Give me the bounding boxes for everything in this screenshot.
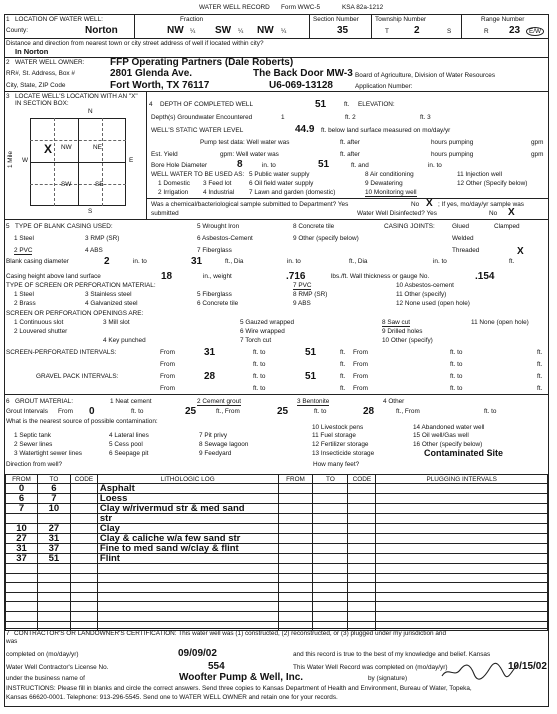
screen-pvc-selected: 7 PVC [293,282,312,289]
log-code [70,494,97,504]
plug-code [348,484,376,494]
log-code [70,592,97,602]
water-well-record-form: WATER WELL RECORD Form WWC-5 KSA 82a-1212 1 LOCATION OF WATER WELL: County: Norton Fraction NW ¼ SW ¼ NW ¼ Section Number 35 Township Number T 2 S Range Number R 23 E/W Distance and direction from nearest town or city street address of well if located within city? In Norton 2 WATER WELL OWNER: FFP Operating Partners (Dale Roberts) RR#, St. Address, Box # 2801 Glenda Ave. The Back Door MW-3 City, State, ZIP Code Fort Worth, TX 76117 U6-069-13128 Board of Agriculture, Division of Water Resources Application Number: 3 LOCATE WELL'S LOCATION WITH AN "X" IN SECTION BOX: N S W E 1 Mile NW NE SW SE X 4 DEPTH OF COMPLETED WELL 51 ft. ELEVATION: Depth(s) Groundwater Encountered 1 ft. 2 ft. 3 WELL'S STATIC WATER LEVEL 44.9 ft. below land surface measured on mo/day/yr Pump test data: Well water was ft. after hours pumping gpm Est. Yield gpm: Well water was ft. after hours pumping gpm Bore Hole Diameter 8 in. to 51 ft. and in. to WELL WATER TO BE USED AS: 5 Public water supply 8 Air conditioning 11 Injection well 1 Domestic 3 Feed lot 6 Oil field water supply 9 Dewatering 12 Other (Specify below) 2 Irrigation 4 Industrial 7 Lawn and garden (domestic) 10 Monitoring well Was a chemical/bacteriological sample submitted to Department? Yes No X ; If yes, mo/day/yr sample was submitted Water Well Disinfected? Yes No X 5 TYPE OF BLANK CASING USED: 5 Wrought Iron 8 Concrete tile CASING JOINTS: Glued Clamped 1 Steel 3 RMP (SR) 6 Asbestos-Cement 9 Other (specify below) Welded 2 PVC 4 ABS 7 Fiberglass Threaded X Blank casing diameter 2 in. to 31 ft., Dia in. to ft., Dia in. to ft. Casing height above land surface 18 in., weight .716 lbs./ft. Wall thickness or gauge No. .154 TYPE OF SCREEN OR PERFORATION MATERIAL: 7 PVC 10 Asbestos-cement 1 Steel 3 Stainless steel 5 Fiberglass 8 RMP (SR) 11 Other (specify) 2 Brass 4 Galvanized steel 6 Concrete tile 9 ABS 12 None used (open hole) SCREEN OR PERFORATION OPENINGS ARE: 5 Gauzed wrapped 8 Saw cut 11 None (open hole) 1 Continuous slot 3 Mill slot 6 Wire wrapped 9 Drilled holes 2 Louvered shutter 4 Key punched 7 Torch cut 10 Other (specify) SCREEN-PERFORATED INTERVALS: From 31 ft. to 51 ft. From ft. to ft. From ft. to ft. From ft. to ft. GRAVEL PACK INTERVALS: From 28 ft. to 51 ft. From ft. to ft. From ft. to ft. From ft. to ft. 6 GROUT MATERIAL: 1 Neat cement 2 Cement grout 3 Bentonite 4 Other Grout Intervals From 0 ft. to 25 ft., From 25 ft. to 28 ft., From ft. to What is the nearest source of possible contamination: 10 Livestock pens 14 Abandoned water well 1 Septic tank 4 Lateral lines 7 Pit privy 11 Fuel storage 15 Oil well/Gas well 2 Sewer lines 5 Cess pool 8 Sewage lagoon 12 Fertilizer storage 16 Other (specify below) 3 Watertight sewer lines 6 Seepage pit 9 Feedyard 13 Insecticide storage Contaminated Site Direction from well? How many feet? FROM TO CODE LITHOLOGIC LOG FROM TO CODE PLUGGING INTERVALS 0 6 Asphalt 6 7 Loess 7 10 Clay w/rivermud str & med sand str 10 27 Clay 27 31 Clay & caliche w/a few sand str 31 37 Fine to med sand w/clay & flint 37 51 Flint 7 CONTRACTOR'S OR LANDOWNER'S CERTIFICATION: This water well was (1) constructed, (2) reconstructed, or (3) plugged under my jurisdiction and was completed on (mo/day/yr) 09/09/02 and this record is true to the best of my knowledge and belief. Kansas Water Well Contractor's License No. 554 This Water Well Record was completed on (mo/day/yr) 10/15/02 under the business name of Woofter Pump & Well, Inc. by (signature) INSTRUCTIONS: Please fill in blanks and circle the correct answers. Send three copies to Kansas Department of Health and Environment, Bureau of Water, Topeka, Kansas 66620-0001. Telephone: 913-296-5545. Send one to WATER WELL OWNER and retain one for your records. [0,0,557,714]
log-description [97,564,278,574]
plug-header-from: FROM [278,475,313,484]
groundwater-label: Depth(s) Groundwater Encountered [151,114,253,121]
casing-depth: 31 [191,256,203,267]
log-header-row [6,475,548,484]
plug-from [278,524,313,534]
owner-name: FFP Operating Partners (Dale Roberts) [110,57,294,68]
plug-interval [376,504,548,514]
application-id: U6-069-13128 [269,80,333,91]
log-to [37,564,70,574]
fraction-1: NW [167,25,184,36]
log-from: 6 [6,494,38,504]
owner-address: 2801 Glenda Ave. [110,68,193,79]
elevation-label: ELEVATION: [358,101,395,108]
grout-from-1: 0 [89,406,95,417]
casing-height-label: Casing height above land surface [6,273,101,280]
plug-to [313,554,348,564]
casing-diameter-label: Blank casing diameter [6,258,69,265]
section-number-4: 4 [149,101,153,108]
plug-interval [376,484,548,494]
plug-from [278,564,313,574]
log-code [70,564,97,574]
how-many-feet-label: How many feet? [313,461,360,468]
business-name: Woofter Pump & Well, Inc. [179,672,304,683]
table-row [6,544,548,554]
log-from [6,611,38,621]
log-description: Clay w/rivermud str & med sand [97,504,278,514]
log-code [70,611,97,621]
table-row [6,534,548,544]
plug-to [313,514,348,524]
log-code [70,534,97,544]
table-row [6,611,548,621]
plug-header-intervals: PLUGGING INTERVALS [376,475,548,484]
fraction-2: SW [215,25,232,36]
log-code [70,583,97,593]
plug-from [278,602,313,612]
instructions-line-2: Kansas 66620-0001. Telephone: 913-296-5545. Send one to WATER WELL OWNER and retain one for your records. [6,694,338,701]
casing-heading: TYPE OF BLANK CASING USED: [15,223,113,230]
table-row [6,494,548,504]
plug-to [313,602,348,612]
log-code [70,504,97,514]
log-description: str [97,514,278,524]
section-number-6: 6 [6,398,10,405]
grout-heading: GROUT MATERIAL: [15,398,73,405]
plug-interval [376,494,548,504]
table-row [6,583,548,593]
address-label: RR#, St. Address, Box # [6,70,75,77]
contamination-label: What is the nearest source of possible contamination: [6,418,158,425]
plug-code [348,524,376,534]
log-to [37,514,70,524]
threaded-mark: X [517,246,524,257]
use-monitoring-well-selected: 10 Monitoring well [365,189,417,196]
fraction-label: Fraction [180,16,204,23]
plug-code [348,573,376,583]
plug-from [278,554,313,564]
log-from: 10 [6,524,38,534]
board-label: Board of Agriculture, Division of Water Resources [355,72,496,79]
log-to: 27 [37,524,70,534]
signature [440,660,520,682]
plug-to [313,524,348,534]
log-description [97,592,278,602]
log-code [70,514,97,524]
county-label: County: [6,27,29,34]
form-title: WATER WELL RECORD [199,4,270,11]
log-from [6,583,38,593]
distance-label: Distance and direction from nearest town or city street address of well if located within city? [6,40,264,47]
log-from: 37 [6,554,38,564]
log-to: 31 [37,534,70,544]
plug-code [348,494,376,504]
screen-intervals-label: SCREEN-PERFORATED INTERVALS: [6,349,117,356]
plug-to [313,504,348,514]
mile-scale: 1 Mile [7,150,15,169]
log-to [37,602,70,612]
wall-thickness: .154 [475,271,495,282]
casing-height: 18 [161,271,173,282]
range-label: Range Number [481,16,525,23]
table-row [6,524,548,534]
section-number-5: 5 [6,223,10,230]
plug-to [313,611,348,621]
plug-code [348,544,376,554]
log-from [6,592,38,602]
table-row [6,564,548,574]
section-number-3: 3 [6,93,10,100]
grout-cement-selected: 2 Cement grout [197,398,242,405]
use-label: WELL WATER TO BE USED AS: [151,171,245,178]
plug-code [348,534,376,544]
log-code [70,544,97,554]
log-from [6,514,38,524]
plug-code [348,514,376,524]
screen-heading: TYPE OF SCREEN OR PERFORATION MATERIAL: [6,282,156,289]
well-location-mark: X [44,142,53,156]
owner-csz: Fort Worth, TX 76117 [110,80,210,91]
static-level-label: WELL'S STATIC WATER LEVEL [151,127,244,134]
bore-depth: 51 [318,159,330,170]
plug-from [278,504,313,514]
log-to: 37 [37,544,70,554]
plug-interval [376,554,548,564]
plug-from [278,514,313,524]
locate-heading: LOCATE WELL'S LOCATION WITH AN "X" IN SECTION BOX: [15,93,138,107]
table-row [6,504,548,514]
range-value: 23 [509,25,521,36]
casing-pvc-selected: 2 PVC [14,247,33,254]
log-code [70,573,97,583]
plug-interval [376,611,548,621]
certification-text: CONTRACTOR'S OR LANDOWNER'S CERTIFICATION: This water well was (1) constructed, (2) reconstructed, or (3) plugged under my jurisdiction and [14,630,447,637]
plug-interval [376,564,548,574]
plug-code [348,564,376,574]
plug-to [313,544,348,554]
plug-to [313,592,348,602]
plug-interval [376,583,548,593]
plug-code [348,583,376,593]
log-code [70,602,97,612]
license-number: 554 [208,661,225,672]
grout-to-2: 28 [363,406,375,417]
bore-label: Bore Hole Diameter [151,162,208,169]
application-label: Application Number: [355,83,413,90]
log-to [37,573,70,583]
static-level-value: 44.9 [295,124,315,135]
log-description [97,573,278,583]
log-to: 51 [37,554,70,564]
table-row [6,554,548,564]
log-to [37,583,70,593]
table-row [6,484,548,494]
log-description: Loess [97,494,278,504]
log-from: 31 [6,544,38,554]
plug-code [348,602,376,612]
screen-to: 51 [305,347,317,358]
log-description: Asphalt [97,484,278,494]
opening-saw-cut-selected: 8 Saw cut [382,319,411,326]
casing-weight: .716 [286,271,306,282]
csz-label: City, State, ZIP Code [6,82,66,89]
plug-to [313,494,348,504]
owner-heading: WATER WELL OWNER: [15,59,85,66]
plug-to [313,573,348,583]
log-description: Fine to med sand w/clay & flint [97,544,278,554]
plug-code [348,592,376,602]
county-value: Norton [85,25,118,36]
grout-intervals-label: Grout Intervals [6,408,48,415]
log-to: 6 [37,484,70,494]
direction-label: Direction from well? [6,461,63,468]
plug-to [313,484,348,494]
plug-header-code: CODE [348,475,376,484]
log-header-lithologic: LITHOLOGIC LOG [97,475,278,484]
plug-from [278,484,313,494]
plug-from [278,611,313,621]
section-number-1: 1 [6,16,10,23]
log-header-to: TO [37,475,70,484]
plug-from [278,583,313,593]
table-row [6,573,548,583]
range-direction: E/W [526,27,544,36]
grout-to-1: 25 [185,406,197,417]
log-code [70,484,97,494]
location-heading: LOCATION OF WATER WELL: [15,16,103,23]
log-description [97,602,278,612]
grout-bentonite-selected: 3 Bentonite [297,398,330,405]
log-description: Flint [97,554,278,564]
log-from [6,564,38,574]
plug-from [278,494,313,504]
lithologic-log-table [5,474,548,631]
log-description: Clay [97,524,278,534]
log-from: 0 [6,484,38,494]
plug-from [278,544,313,554]
plug-interval [376,602,548,612]
section-number-2: 2 [6,59,10,66]
log-code [70,554,97,564]
plug-code [348,554,376,564]
grout-from-2: 25 [277,406,289,417]
log-to [37,592,70,602]
depth-value: 51 [315,99,327,110]
log-from: 7 [6,504,38,514]
log-from [6,602,38,612]
log-description: Clay & caliche w/a few sand str [97,534,278,544]
screen-from: 31 [204,347,216,358]
table-row [6,592,548,602]
plug-from [278,573,313,583]
plug-interval [376,534,548,544]
table-row [6,602,548,612]
log-code [70,524,97,534]
log-to: 10 [37,504,70,514]
signature-label: by (signature) [368,675,408,682]
contamination-other: Contaminated Site [424,448,504,458]
log-to [37,611,70,621]
ksa-ref: KSA 82a-1212 [342,4,384,11]
completed-date: 09/09/02 [178,648,217,659]
gravel-pack-label: GRAVEL PACK INTERVALS: [36,373,119,380]
openings-heading: SCREEN OR PERFORATION OPENINGS ARE: [6,310,144,317]
plug-interval [376,514,548,524]
township-label: Township Number [375,16,427,23]
table-row [6,514,548,524]
gravel-to: 51 [305,371,317,382]
log-description [97,611,278,621]
plug-interval [376,573,548,583]
casing-diameter: 2 [104,256,110,267]
fraction-3: NW [257,25,274,36]
plug-from [278,534,313,544]
log-header-from: FROM [6,475,38,484]
business-label: under the business name of [6,675,85,682]
log-from: 27 [6,534,38,544]
plug-interval [376,524,548,534]
plug-to [313,564,348,574]
bore-value: 8 [237,159,243,170]
plug-to [313,583,348,593]
instructions-line-1: INSTRUCTIONS: Please fill in blanks and circle the correct answers. Send three copies to Kansas Department of Health and Environment, Bureau of Water, Topeka, [6,685,472,692]
log-description [97,583,278,593]
section-value: 35 [337,25,349,36]
section-label: Section Number [313,16,359,23]
log-to: 7 [37,494,70,504]
form-number: Form WWC-5 [281,4,321,11]
plug-interval [376,544,548,554]
plug-header-to: TO [313,475,348,484]
section-number-7: 7 [6,630,10,637]
plug-from [278,592,313,602]
township-value: 2 [414,25,420,36]
gravel-from: 28 [204,371,216,382]
distance-value: In Norton [15,47,49,56]
site-name: The Back Door MW-3 [253,68,353,79]
plug-interval [376,592,548,602]
record-completed-date: 10/15/02 [508,661,547,672]
plug-code [348,504,376,514]
depth-label: DEPTH OF COMPLETED WELL [160,101,254,108]
plug-code [348,611,376,621]
log-from [6,573,38,583]
log-header-code: CODE [70,475,97,484]
plug-to [313,534,348,544]
license-label: Water Well Contractor's License No. [6,664,109,671]
